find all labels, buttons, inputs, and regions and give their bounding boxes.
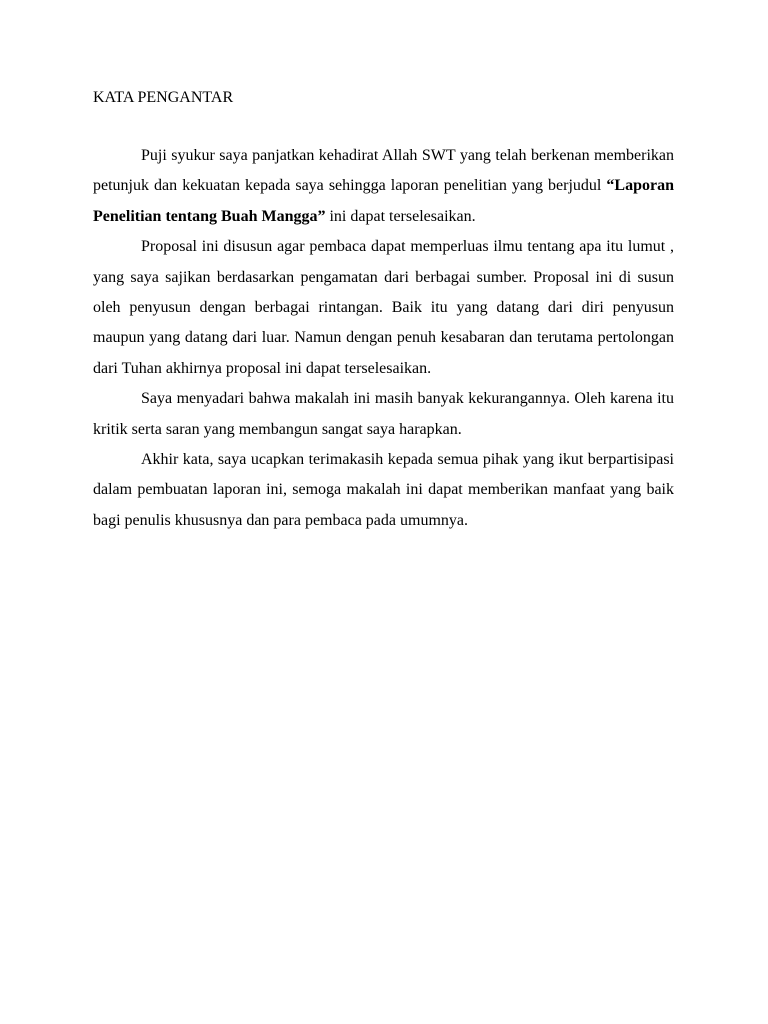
paragraph-4: Akhir kata, saya ucapkan terimakasih kepada semua pihak yang ikut berpartisipasi dalam pembuatan laporan ini, semoga makalah ini dapat memberikan manfaat yang baik bagi penulis khususnya dan para pembaca pada umumnya.: [93, 451, 674, 529]
paragraph-2: Proposal ini disusun agar pembaca dapat memperluas ilmu tentang apa itu lumut , yang saya sajikan berdasarkan pengamatan dari berbagai sumber. Proposal ini di susun oleh penyusun dengan berbagai rintangan. Baik itu yang datang dari diri penyusun maupun yang datang dari luar. Namun dengan penuh kesabaran dan terutama pertolongan dari Tuhan akhirnya proposal ini dapat terselesaikan.: [93, 238, 674, 377]
paragraph-1-intro: Puji syukur saya panjatkan kehadirat Allah SWT yang telah berkenan memberikan petunjuk dan kekuatan kepada saya sehingga laporan penelitian yang berjudul: [93, 147, 674, 195]
report-title: “Laporan Penelitian tentang Buah Mangga”: [93, 177, 674, 225]
document-body: [93, 86, 674, 536]
page-title: KATA PENGANTAR: [93, 89, 234, 106]
paragraph-1: [93, 141, 674, 232]
paragraph-1-ending: ini dapat terselesaikan.: [325, 207, 476, 225]
paragraph-3: Saya menyadari bahwa makalah ini masih banyak kekurangannya. Oleh karena itu kritik serta saran yang membangun sangat saya harapkan.: [93, 390, 674, 438]
